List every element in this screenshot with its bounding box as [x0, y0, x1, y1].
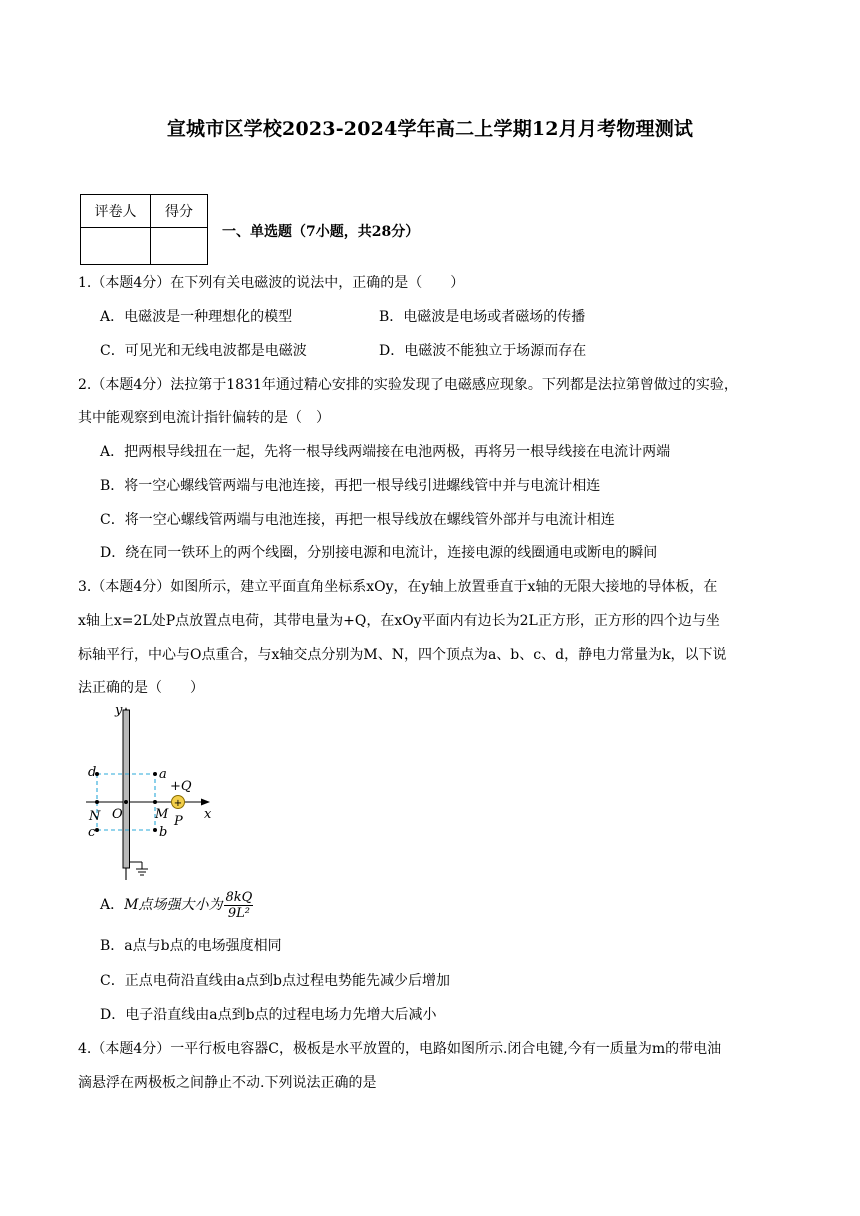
page-title: 宣城市区学校2023-2024学年高二上学期12月月考物理测试 [166, 118, 694, 140]
q2-stem-line2: 其中能观察到电流计指针偏转的是（ ） [78, 410, 330, 426]
q3-stem-line4: 法正确的是（ ） [78, 680, 204, 696]
coordinate-diagram [84, 702, 224, 884]
fraction-denominator: 9L² [227, 905, 250, 921]
q3-stem-line3: 标轴平行，中心与O点重合，与x轴交点分别为M、N，四个顶点为a、b、c、d，静电力常量为k，以下说 [78, 647, 727, 663]
label-y: y [115, 703, 123, 718]
label-charge: +Q [170, 779, 192, 794]
x-axis-arrow-icon [201, 799, 210, 806]
label-p: P [174, 814, 183, 829]
label-b: b [159, 825, 168, 840]
q3-option-a [100, 889, 253, 921]
label-a: a [159, 767, 167, 782]
q3-option-d: D．电子沿直线由a点到b点的过程电场力先增大后减小 [100, 1007, 437, 1023]
q3-option-a-fraction [224, 890, 253, 921]
q2-option-b: B．将一空心螺线管两端与电池连接，再把一根导线引进螺线管中并与电流计相连 [100, 478, 601, 494]
label-c: c [88, 825, 96, 840]
q3-stem-line1: 3.（本题4分）如图所示，建立平面直角坐标系xOy，在y轴上放置垂直于x轴的无限大接地的导体板，在 [78, 579, 718, 595]
q3-option-a-prefix: A． [100, 897, 125, 913]
label-d: d [88, 765, 97, 780]
point-n [95, 800, 99, 804]
label-m: M [155, 807, 169, 822]
section-heading: 一、单选题（7小题，共28分） [222, 224, 420, 240]
q4-stem-line2: 滴悬浮在两极板之间静止不动.下列说法正确的是 [78, 1075, 377, 1091]
charge-plus-sign: + [173, 798, 183, 809]
q4-stem-line1: 4.（本题4分）一平行板电容器C，极板是水平放置的，电路如图所示.闭合电键,今有一质量为m的带电油 [78, 1041, 722, 1057]
score-cell [151, 228, 208, 265]
point-b [153, 828, 157, 832]
grader-cell [81, 228, 151, 265]
q3-stem-line2: x轴上x=2L处P点放置点电荷，其带电量为+Q，在xOy平面内有边长为2L正方形，正方形的四个边与坐 [78, 613, 720, 629]
q1-option-c: C．可见光和无线电波都是电磁波 [100, 343, 307, 359]
score-header: 得分 [151, 195, 208, 228]
q3-option-a-text: M点场强大小为 [124, 897, 223, 913]
q2-stem-line1: 2.（本题4分）法拉第于1831年通过精心安排的实验发现了电磁感应现象。下列都是法拉第曾做过的实验， [78, 377, 738, 393]
label-x: x [204, 807, 212, 822]
score-table [80, 194, 208, 265]
point-c [95, 828, 99, 832]
q3-option-c: C．正点电荷沿直线由a点到b点过程电势能先减少后增加 [100, 973, 451, 989]
q2-option-a: A．把两根导线扭在一起，先将一根导线两端接在电池两极，再将另一根导线接在电流计两端 [100, 444, 671, 460]
grader-header: 评卷人 [81, 195, 151, 228]
point-a [153, 772, 157, 776]
conductor-plate [123, 710, 130, 868]
label-o: O [112, 807, 123, 822]
q3-option-b: B．a点与b点的电场强度相同 [100, 938, 282, 954]
q1-option-b: B．电磁波是电场或者磁场的传播 [379, 309, 586, 325]
q1-option-a: A．电磁波是一种理想化的模型 [100, 309, 293, 325]
label-n: N [89, 809, 101, 824]
q2-option-c: C．将一空心螺线管两端与电池连接，再把一根导线放在螺线管外部并与电流计相连 [100, 512, 615, 528]
q2-option-d: D．绕在同一铁环上的两个线圈，分别接电源和电流计，连接电源的线圈通电或断电的瞬间 [100, 545, 658, 561]
point-m [153, 800, 157, 804]
q1-option-d: D．电磁波不能独立于场源而存在 [379, 343, 587, 359]
point-o [124, 800, 128, 804]
q1-stem: 1.（本题4分）在下列有关电磁波的说法中，正确的是（ ） [78, 275, 465, 291]
fraction-numerator: 8kQ [225, 889, 253, 905]
